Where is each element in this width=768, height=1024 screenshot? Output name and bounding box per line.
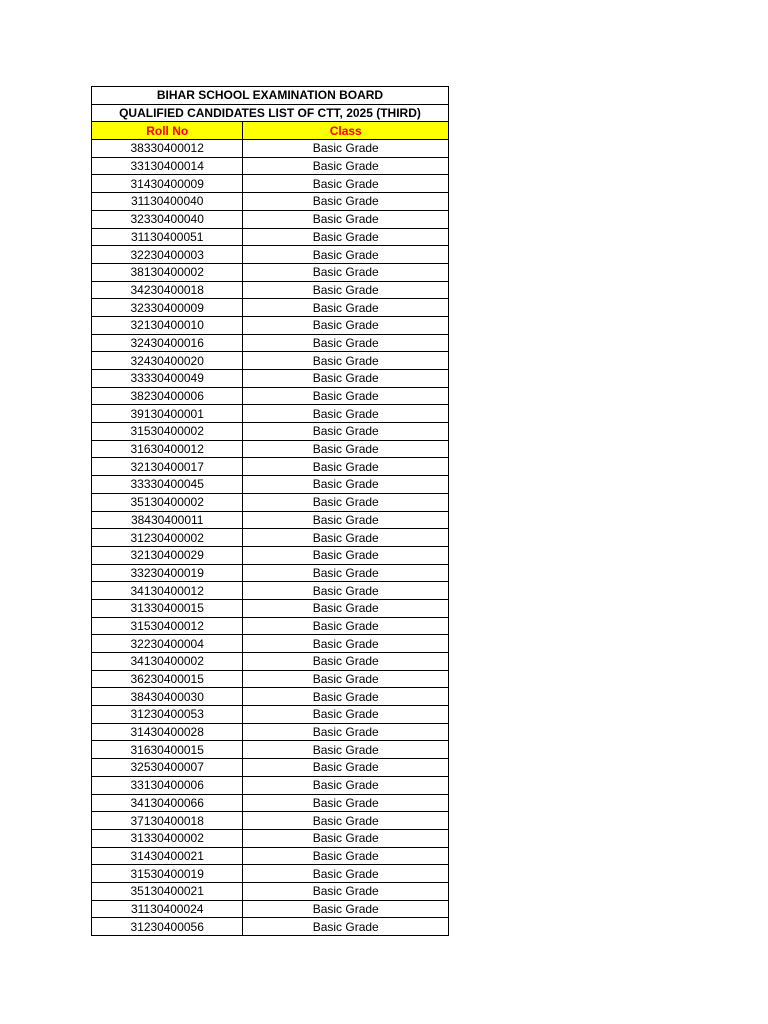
class-cell: Basic Grade (243, 476, 449, 494)
roll-no-cell: 31530400012 (92, 617, 243, 635)
table-row (92, 210, 449, 228)
column-header-class: Class (243, 122, 449, 140)
roll-no-cell: 38130400002 (92, 263, 243, 281)
class-cell: Basic Grade (243, 263, 449, 281)
roll-no-cell: 31230400053 (92, 706, 243, 724)
roll-no-cell: 32130400010 (92, 316, 243, 334)
table-row (92, 546, 449, 564)
class-cell: Basic Grade (243, 210, 449, 228)
class-cell: Basic Grade (243, 405, 449, 423)
class-cell: Basic Grade (243, 316, 449, 334)
table-row (92, 476, 449, 494)
table-row (92, 316, 449, 334)
table-row (92, 900, 449, 918)
board-title: BIHAR SCHOOL EXAMINATION BOARD (92, 87, 449, 105)
roll-no-cell: 34130400012 (92, 582, 243, 600)
roll-no-cell: 36230400015 (92, 670, 243, 688)
roll-no-cell: 33230400019 (92, 564, 243, 582)
table-row (92, 599, 449, 617)
class-cell: Basic Grade (243, 900, 449, 918)
class-cell: Basic Grade (243, 458, 449, 476)
table-row (92, 281, 449, 299)
roll-no-cell: 31230400002 (92, 529, 243, 547)
table-row (92, 564, 449, 582)
class-cell: Basic Grade (243, 829, 449, 847)
class-cell: Basic Grade (243, 299, 449, 317)
roll-no-cell: 33330400049 (92, 370, 243, 388)
class-cell: Basic Grade (243, 759, 449, 777)
table-row (92, 299, 449, 317)
roll-no-cell: 34130400066 (92, 794, 243, 812)
class-cell: Basic Grade (243, 865, 449, 883)
roll-no-cell: 32130400029 (92, 546, 243, 564)
table-row (92, 387, 449, 405)
roll-no-cell: 31530400002 (92, 423, 243, 441)
class-cell: Basic Grade (243, 776, 449, 794)
roll-no-cell: 31130400024 (92, 900, 243, 918)
roll-no-cell: 32430400020 (92, 352, 243, 370)
class-cell: Basic Grade (243, 546, 449, 564)
table-row (92, 829, 449, 847)
table-row (92, 140, 449, 158)
table-row (92, 423, 449, 441)
class-cell: Basic Grade (243, 812, 449, 830)
class-cell: Basic Grade (243, 440, 449, 458)
class-cell: Basic Grade (243, 175, 449, 193)
class-cell: Basic Grade (243, 688, 449, 706)
roll-no-cell: 31130400051 (92, 228, 243, 246)
table-row (92, 193, 449, 211)
roll-no-cell: 32430400016 (92, 334, 243, 352)
class-cell: Basic Grade (243, 228, 449, 246)
table-row (92, 246, 449, 264)
table-row (92, 352, 449, 370)
table-row (92, 794, 449, 812)
class-cell: Basic Grade (243, 370, 449, 388)
table-row (92, 723, 449, 741)
table-row (92, 582, 449, 600)
roll-no-cell: 32530400007 (92, 759, 243, 777)
table-row (92, 847, 449, 865)
table-row (92, 759, 449, 777)
roll-no-cell: 31330400002 (92, 829, 243, 847)
class-cell: Basic Grade (243, 564, 449, 582)
title-row (92, 87, 449, 105)
table-row (92, 688, 449, 706)
class-cell: Basic Grade (243, 246, 449, 264)
class-cell: Basic Grade (243, 281, 449, 299)
class-cell: Basic Grade (243, 706, 449, 724)
column-header-roll: Roll No (92, 122, 243, 140)
roll-no-cell: 35130400021 (92, 882, 243, 900)
class-cell: Basic Grade (243, 352, 449, 370)
table-row (92, 175, 449, 193)
table-row (92, 334, 449, 352)
table-row (92, 776, 449, 794)
class-cell: Basic Grade (243, 193, 449, 211)
roll-no-cell: 35130400002 (92, 493, 243, 511)
class-cell: Basic Grade (243, 741, 449, 759)
roll-no-cell: 38330400012 (92, 140, 243, 158)
roll-no-cell: 33330400045 (92, 476, 243, 494)
roll-no-cell: 32130400017 (92, 458, 243, 476)
table-row (92, 511, 449, 529)
roll-no-cell: 38230400006 (92, 387, 243, 405)
list-title: QUALIFIED CANDIDATES LIST OF CTT, 2025 (THIRD) (92, 104, 449, 122)
class-cell: Basic Grade (243, 582, 449, 600)
table-row (92, 157, 449, 175)
table-row (92, 440, 449, 458)
table-row (92, 882, 449, 900)
roll-no-cell: 32330400009 (92, 299, 243, 317)
roll-no-cell: 32330400040 (92, 210, 243, 228)
class-cell: Basic Grade (243, 387, 449, 405)
roll-no-cell: 31430400009 (92, 175, 243, 193)
roll-no-cell: 34230400018 (92, 281, 243, 299)
roll-no-cell: 31630400015 (92, 741, 243, 759)
table-row (92, 670, 449, 688)
roll-no-cell: 32230400004 (92, 635, 243, 653)
table-row (92, 228, 449, 246)
table-row (92, 741, 449, 759)
column-header-row (92, 122, 449, 140)
class-cell: Basic Grade (243, 918, 449, 936)
class-cell: Basic Grade (243, 511, 449, 529)
table-row (92, 529, 449, 547)
roll-no-cell: 33130400014 (92, 157, 243, 175)
table-row (92, 653, 449, 671)
table-row (92, 405, 449, 423)
roll-no-cell: 31630400012 (92, 440, 243, 458)
table-row (92, 617, 449, 635)
table-row (92, 706, 449, 724)
class-cell: Basic Grade (243, 847, 449, 865)
class-cell: Basic Grade (243, 723, 449, 741)
table-row (92, 635, 449, 653)
roll-no-cell: 34130400002 (92, 653, 243, 671)
table-row (92, 493, 449, 511)
roll-no-cell: 31530400019 (92, 865, 243, 883)
roll-no-cell: 31330400015 (92, 599, 243, 617)
class-cell: Basic Grade (243, 635, 449, 653)
class-cell: Basic Grade (243, 493, 449, 511)
table-row (92, 263, 449, 281)
table-row (92, 918, 449, 936)
class-cell: Basic Grade (243, 653, 449, 671)
roll-no-cell: 38430400011 (92, 511, 243, 529)
roll-no-cell: 38430400030 (92, 688, 243, 706)
class-cell: Basic Grade (243, 599, 449, 617)
class-cell: Basic Grade (243, 140, 449, 158)
roll-no-cell: 31130400040 (92, 193, 243, 211)
class-cell: Basic Grade (243, 617, 449, 635)
class-cell: Basic Grade (243, 794, 449, 812)
class-cell: Basic Grade (243, 670, 449, 688)
subtitle-row (92, 104, 449, 122)
roll-no-cell: 37130400018 (92, 812, 243, 830)
roll-no-cell: 31230400056 (92, 918, 243, 936)
class-cell: Basic Grade (243, 423, 449, 441)
roll-no-cell: 31430400021 (92, 847, 243, 865)
table-row (92, 458, 449, 476)
roll-no-cell: 33130400006 (92, 776, 243, 794)
roll-no-cell: 31430400028 (92, 723, 243, 741)
class-cell: Basic Grade (243, 882, 449, 900)
class-cell: Basic Grade (243, 157, 449, 175)
candidates-table-body (92, 87, 449, 936)
class-cell: Basic Grade (243, 334, 449, 352)
roll-no-cell: 39130400001 (92, 405, 243, 423)
table-row (92, 812, 449, 830)
table-row (92, 370, 449, 388)
class-cell: Basic Grade (243, 529, 449, 547)
table-row (92, 865, 449, 883)
roll-no-cell: 32230400003 (92, 246, 243, 264)
candidates-table (91, 86, 449, 936)
